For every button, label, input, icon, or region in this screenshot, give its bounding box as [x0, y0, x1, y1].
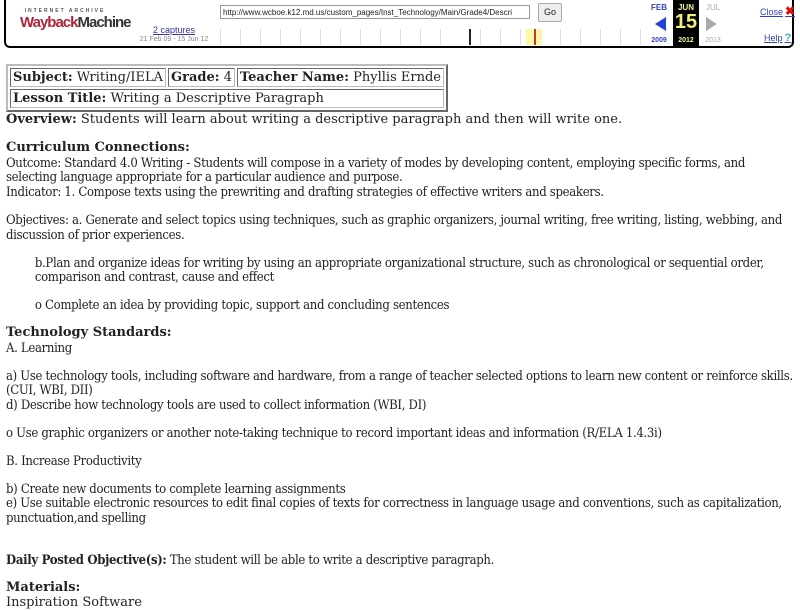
- logo-main-text: [20, 14, 131, 32]
- tech-standards-heading: [6, 326, 796, 341]
- curriculum-heading: [6, 141, 796, 156]
- daily-objective: [6, 553, 797, 568]
- lesson-title-label: Lesson Title:: [13, 91, 107, 106]
- grade-cell: [168, 68, 235, 87]
- go-button[interactable]: Go: [538, 3, 562, 22]
- capture-sparkline[interactable]: [216, 26, 641, 46]
- logo-wayback: Wayback: [20, 14, 78, 31]
- prev-year[interactable]: 2009: [651, 37, 667, 44]
- help-label[interactable]: Help: [764, 33, 783, 43]
- curriculum-indicator: Indicator: 1. Compose texts using the prewriting and drafting strategies of effective writers and speakers.: [6, 184, 604, 200]
- materials-heading: [6, 581, 796, 596]
- subject-label: Subject:: [13, 70, 73, 85]
- tech-b-heading: B. Increase Productivity: [6, 452, 142, 468]
- current-capture: [673, 0, 699, 46]
- subject-value: Writing/IELA: [72, 70, 164, 85]
- next-arrow-icon: [706, 17, 717, 31]
- daily-objective-label: Daily Posted Objective(s):: [6, 551, 167, 567]
- captures-link[interactable]: 2 captures: [152, 25, 196, 35]
- next-year: 2013: [705, 37, 721, 44]
- curriculum-outcome: Outcome: Standard 4.0 Writing - Students will compose in a variety of modes by developing content, employing specific forms, and selecting language appropriate for a particular audience and purpose.: [6, 154, 746, 185]
- lesson-plan-document: [6, 64, 796, 610]
- tech-b-item: e) Use suitable electronic resources to edit final copies of texts for correctness in language usage and conventions, such as capitalization, punctuation,and spelling: [6, 495, 782, 526]
- grade-label: Grade:: [171, 70, 220, 85]
- lesson-info-table: [6, 64, 448, 112]
- calendar-nav: [646, 0, 726, 46]
- daily-objective-text: The student will be able to write a descriptive paragraph.: [166, 551, 495, 567]
- prev-month[interactable]: FEB: [651, 3, 667, 12]
- logo-machine: Machine: [77, 14, 131, 31]
- url-input[interactable]: [220, 5, 530, 19]
- prev-capture[interactable]: [646, 0, 672, 46]
- logo-top-text: INTERNET ARCHIVE: [24, 8, 106, 14]
- teacher-label: Teacher Name:: [239, 70, 349, 85]
- prev-arrow-icon[interactable]: [655, 17, 666, 31]
- current-month: JUN: [677, 3, 694, 12]
- close-icon[interactable]: ✖: [785, 4, 796, 18]
- objective-o: o Complete an idea by providing topic, support and concluding sentences: [34, 297, 450, 313]
- overview: [6, 113, 796, 128]
- tech-a-heading: A. Learning: [6, 339, 72, 355]
- overview-text: Students will learn about writing a descriptive paragraph and then will write one.: [76, 112, 623, 127]
- next-month: JUL: [705, 3, 721, 12]
- captures-range: 21 Feb 09 - 15 Jun 12: [139, 36, 209, 43]
- grade-value: 4: [219, 70, 232, 85]
- close-label[interactable]: Close: [760, 7, 784, 17]
- curriculum-heading-text: Curriculum Connections:: [6, 139, 190, 155]
- tech-a-item: a) Use technology tools, including software and hardware, from a range of teacher selected options to learn new content or reinforce skills. (CUI, WBI, DII): [6, 367, 793, 398]
- tech-standards-heading-text: Technology Standards:: [6, 324, 172, 340]
- current-year: 2012: [678, 37, 694, 44]
- next-capture: [700, 0, 726, 46]
- teacher-cell: [237, 68, 444, 87]
- subject-cell: [10, 68, 166, 87]
- help-button[interactable]: [764, 32, 791, 44]
- help-icon[interactable]: ?: [784, 32, 792, 44]
- captures-info: [134, 25, 214, 43]
- lesson-title-value: Writing a Descriptive Paragraph: [106, 91, 324, 106]
- close-button[interactable]: [760, 4, 795, 18]
- lesson-title-cell: [10, 89, 444, 108]
- tech-a-item: d) Describe how technology tools are used to collect information (WBI, DI): [6, 397, 427, 413]
- materials-heading-text: Materials:: [6, 579, 81, 595]
- tech-a-o: o Use graphic organizers or another note-taking technique to record important ideas and information (R/ELA 1.4.3i): [6, 424, 662, 440]
- tech-b-item: b) Create new documents to complete learning assignments: [6, 480, 346, 496]
- current-day: 15: [674, 11, 698, 33]
- capture-mark-2009[interactable]: [469, 29, 471, 45]
- objective-a: Objectives: a. Generate and select topics using techniques, such as graphic organizers, journal writing, free writing, listing, webbing, and discussion of prior experiences.: [6, 211, 783, 242]
- capture-mark-2012[interactable]: [534, 29, 536, 45]
- materials-item: Inspiration Software: [6, 594, 142, 610]
- overview-label: Overview:: [6, 112, 77, 127]
- objective-b: b.Plan and organize ideas for writing by using an appropriate organizational structure, such as chronological or sequential order, comparison and contrast, cause and effect: [34, 254, 764, 285]
- wayback-toolbar: [4, 0, 794, 48]
- teacher-value: Phyllis Ernde: [349, 70, 441, 85]
- wayback-logo[interactable]: [20, 8, 131, 40]
